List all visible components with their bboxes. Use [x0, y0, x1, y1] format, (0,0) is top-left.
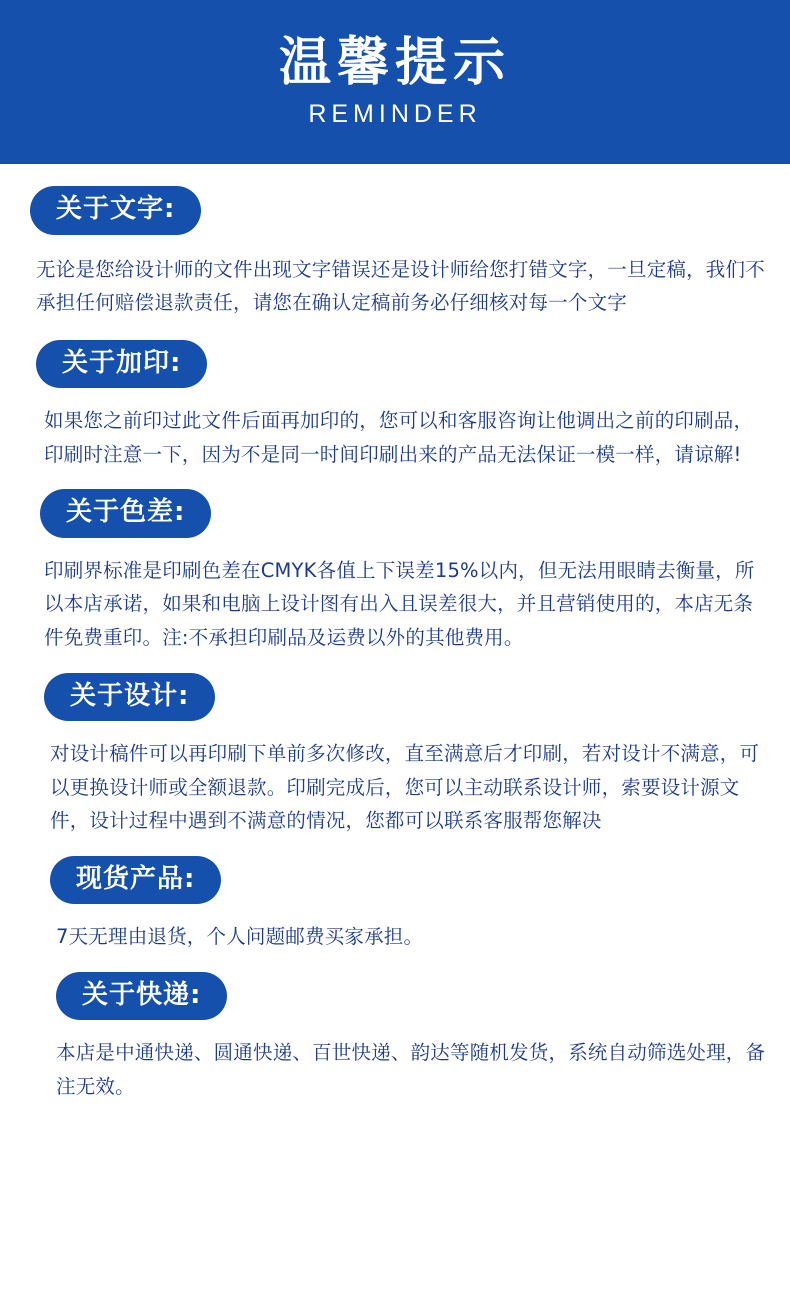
section-heading-badge: 关于加印: [36, 340, 207, 389]
section-about-reprint [0, 340, 790, 472]
section-body-text: 如果您之前印过此文件后面再加印的，您可以和客服咨询让他调出之前的印刷品，印刷时注意一下，因为不是同一时间印刷出来的产品无法保证一模一样，请谅解! [44, 409, 754, 466]
section-body-text: 7天无理由退货，个人问题邮费买家承担。 [56, 925, 424, 949]
section-heading-badge: 现货产品: [50, 856, 221, 905]
section-about-shipping [0, 972, 790, 1104]
section-body-text: 无论是您给设计师的文件出现文字错误还是设计师给您打错文字，一旦定稿，我们不承担任何赔偿退款责任，请您在确认定稿前务必仔细核对每一个文字 [36, 257, 765, 315]
reminder-content [0, 164, 790, 1131]
section-body-text: 本店是中通快递、圆通快递、百世快递、韵达等随机发货，系统自动筛选处理，备注无效。 [56, 1041, 766, 1098]
page-banner [0, 0, 790, 164]
section-about-text [0, 186, 790, 320]
banner-subtitle: REMINDER [308, 100, 482, 129]
section-body-text: 对设计稿件可以再印刷下单前多次修改，直至满意后才印刷，若对设计不满意，可以更换设计师或全额退款。印刷完成后，您可以主动联系设计师，索要设计源文件，设计过程中遇到不满意的情况，您都可以联系客服帮您解决 [50, 742, 760, 833]
section-heading-badge: 关于快递: [56, 972, 227, 1021]
section-about-design [0, 673, 790, 838]
section-body-text: 印刷界标准是印刷色差在CMYK各值上下误差15%以内，但无法用眼睛去衡量，所以本店承诺，如果和电脑上设计图有出入且误差很大，并且营销使用的，本店无条件免费重印。注:不承担印刷品及运费以外的其他费用。 [44, 558, 755, 649]
section-in-stock-products [0, 856, 790, 954]
section-heading-badge: 关于色差: [40, 489, 211, 538]
section-heading-badge: 关于设计: [44, 673, 215, 722]
section-about-color-difference [0, 489, 790, 654]
banner-title: 温馨提示 [278, 32, 511, 93]
section-heading-badge: 关于文字: [30, 186, 201, 235]
